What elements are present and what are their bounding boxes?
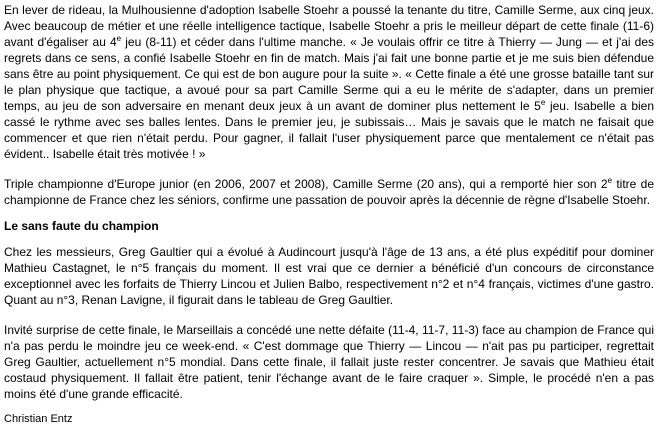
paragraph-text: jeu (8-11) et céder dans l'ultime manche. « Je voulais offrir ce titre à Thierry — Jung — et j'ai des regrets dans ce sens, a confié Isabelle Stoehr en fin de match. Mais j'ai fait une bonne partie et je me suis bien défendue sans être au point physiquement. Ce qui est de bon augure pour la suite ». « Cette finale a été une grosse bataille tant sur le plan physique que tactique, a avoué pour sa part Camille Serme qui a eu le mérite de s'adapter, dans un premier temps, au jeu de son adversaire en menant deux jeux à un avant de dominer plus nettement le 5 xyxy=(4,35,654,113)
paragraph-men-final: Chez les messieurs, Greg Gaultier qui a évolué à Audincourt jusqu'à l'âge de 13 ans, a été plus expéditif pour dominer Mathieu Castagnet, le n°5 français du moment. Il est vrai que ce dernier a bénéficié d'un concours de circonstance exceptionnel avec les forfaits de Thierry Lincou et Julien Balbo, respectivement n°2 et n°4 français, victimes d'une gastro. Quant au n°3, Renan Lavigne, il figurait dans le tableau de Greg Gaultier. xyxy=(4,245,654,307)
section-subtitle: Le sans faute du champion xyxy=(4,219,159,233)
paragraph-text: jeu. Isabelle a bien cassé le rythme avec ses balles lentes. Dans le premier jeu, je subissais… Mais je savais que le match ne faisait que commencer et que rien n'était perdu. Pour gagner, il fallait l'user physiquement parce que mentalement ce n'était pas évident.. Isabelle était très motivée ! » xyxy=(4,99,655,161)
paragraph-spacer xyxy=(4,234,654,244)
ordinal-superscript: e xyxy=(607,176,613,185)
paragraph-women-final xyxy=(4,2,654,162)
paragraph-gaultier-quote: Invité surprise de cette finale, le Marseillais a concédé une nette défaite (11-4, 11-7, 11-3) face au champion de France qui n'a pas perdu le moindre jeu ce week-end. « C'est dommage que Thierry — Lincou — n'ait pas pu participer, regrettait Greg Gaultier, actuellement n°5 mondial. Dans cette finale, il fallait juste rester concentrer. Je savais que Mathieu était costaud physiquement. Il fallait être patient, tenir l'échange avant de le faire craquer ». Simple, le procédé n'en a pas moins été d'une grande efficacité. xyxy=(4,323,654,401)
author-byline: Christian Entz xyxy=(4,413,73,425)
paragraph-text: Triple championne d'Europe junior (en 2006, 2007 et 2008), Camille Serme (20 ans), qui a remporté hier son 2 xyxy=(4,177,608,191)
ordinal-superscript: e xyxy=(540,98,546,107)
paragraph-camille-serme xyxy=(4,176,654,208)
paragraph-text: En lever de rideau, la Mulhousienne d'adoption Isabelle Stoehr a poussé la tenante du titre, Camille Serme, aux cinq jeux. Avec beaucoup de métier et une réelle intelligence tactique, Isabelle Stoehr a pris le meilleur départ de cette finale (11-6) avant d'égaliser au 4 xyxy=(4,3,654,49)
paragraph-spacer xyxy=(4,162,654,176)
paragraph-spacer xyxy=(4,308,654,322)
paragraph-spacer xyxy=(4,208,654,218)
paragraph-text: titre de championne de France chez les séniors, confirme une passation de pouvoir après la décennie de règne d'Isabelle Stoehr. xyxy=(4,177,655,207)
article-body xyxy=(4,2,654,426)
ordinal-superscript: e xyxy=(116,34,122,43)
paragraph-spacer xyxy=(4,402,654,412)
